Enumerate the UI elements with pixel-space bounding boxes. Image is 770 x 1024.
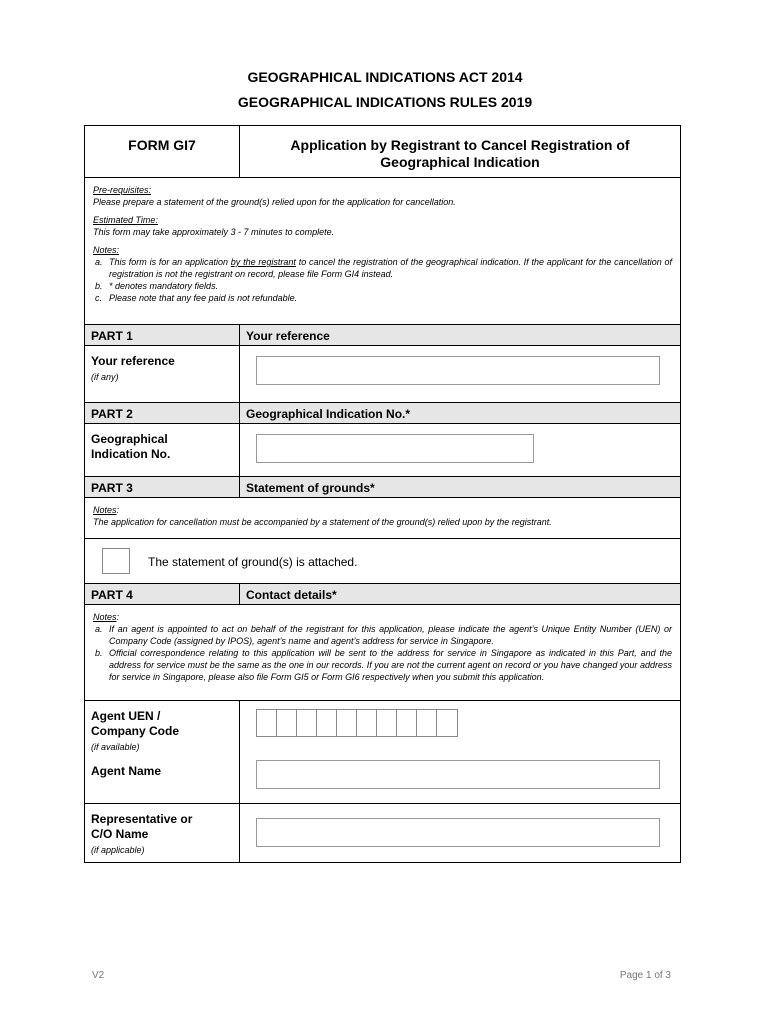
agent-uen-cell[interactable] — [417, 710, 437, 736]
form-title-row — [85, 126, 680, 178]
part2-gi-number-row — [85, 424, 680, 477]
agent-uen-cell[interactable] — [337, 710, 357, 736]
part3-title: Statement of grounds* — [246, 481, 375, 495]
form-title — [240, 126, 680, 177]
form-code: FORM GI7 — [85, 126, 240, 177]
prereq-label: Pre-requisites: — [93, 185, 152, 195]
agent-uen-cell[interactable] — [297, 710, 317, 736]
agent-uen-label-line2: Company Code — [91, 724, 180, 738]
part1-label: PART 1 — [85, 325, 240, 345]
part2-title: Geographical Indication No.* — [246, 407, 411, 421]
representative-row — [85, 804, 680, 862]
note-a: a. This form is for an application by the registrant to cancel the registration of the geographical indication. If the applicant for the cancellation of registration is not the registrant on record, please file Form GI4 instead. — [95, 257, 672, 279]
note-c: c. Please note that any fee paid is not refundable. — [95, 293, 298, 303]
part1-title: Your reference — [246, 329, 330, 343]
gi-number-label-line1: Geographical — [91, 432, 168, 446]
your-reference-label: Your reference — [91, 354, 175, 368]
part3-label: PART 3 — [85, 477, 240, 497]
representative-hint: (if applicable) — [91, 845, 145, 855]
part3-notes-text: The application for cancellation must be accompanied by a statement of the ground(s) relied upon by the registrant. — [93, 517, 552, 527]
gi-number-label-line2: Indication No. — [91, 447, 171, 461]
page-number: Page 1 of 3 — [619, 970, 671, 981]
part3-notes-label: Notes: — [93, 505, 120, 515]
form-title-line1: Application by Registrant to Cancel Registration of — [290, 137, 630, 153]
agent-uen-label-line1: Agent UEN / — [91, 709, 161, 723]
part1-reference-row — [85, 346, 680, 403]
representative-label-line2: C/O Name — [91, 827, 149, 841]
agent-uen-cell[interactable] — [357, 710, 377, 736]
part4-note-a: a. If an agent is appointed to act on behalf of the registrant for this application, please indicate the agent’s Unique Entity Number (UEN) or Company Code (assigned by IPOS), agent’s name and agent’s address for service in Singapore. — [95, 624, 672, 646]
your-reference-hint: (if any) — [91, 372, 119, 382]
part4-notes-label: Notes: — [93, 612, 120, 622]
note-b: b. * denotes mandatory fields. — [95, 281, 219, 291]
notes-label: Notes: — [93, 245, 120, 255]
part4-title: Contact details* — [246, 588, 337, 602]
rules-title: GEOGRAPHICAL INDICATIONS RULES 2019 — [237, 94, 533, 110]
statement-attached-row — [85, 539, 680, 584]
part2-label: PART 2 — [85, 403, 240, 423]
act-title: GEOGRAPHICAL INDICATIONS ACT 2014 — [247, 69, 523, 85]
agent-uen-cell[interactable] — [377, 710, 397, 736]
part2-header — [85, 403, 680, 424]
representative-label-line1: Representative or — [91, 812, 193, 826]
statement-attached-checkbox[interactable] — [102, 548, 130, 574]
form-title-line2: Geographical Indication — [380, 154, 540, 170]
statement-attached-label: The statement of ground(s) is attached. — [148, 555, 358, 569]
intro-section — [85, 178, 680, 325]
prereq-text: Please prepare a statement of the ground(s) relied upon for the application for cancellation. — [93, 197, 456, 207]
note-a-emphasis: by the registrant — [230, 257, 296, 267]
agent-uen-cell[interactable] — [277, 710, 297, 736]
time-label: Estimated Time: — [93, 215, 158, 225]
gi-number-input[interactable] — [256, 434, 534, 463]
part4-label: PART 4 — [85, 584, 240, 604]
part4-note-b: b. Official correspondence relating to this application will be sent to the address for service in Singapore as indicated in this Part, and the address for service must be the same as the one in our records. If you are not the current agent on record or you have changed your address for service in Singapore, please also file Form GI5 or Form GI6 respectively when you submit this application. — [95, 648, 672, 682]
your-reference-input[interactable] — [256, 356, 660, 385]
part4-header — [85, 584, 680, 605]
agent-name-input[interactable] — [256, 760, 660, 789]
time-text: This form may take approximately 3 - 7 minutes to complete. — [93, 227, 335, 237]
agent-uen-cell[interactable] — [437, 710, 457, 736]
agent-uen-hint: (if available) — [91, 742, 140, 752]
form-table — [84, 125, 681, 863]
agent-uen-input[interactable] — [256, 709, 458, 737]
representative-input[interactable] — [256, 818, 660, 847]
part3-notes — [85, 498, 680, 539]
agent-uen-cell[interactable] — [397, 710, 417, 736]
agent-row — [85, 701, 680, 804]
agent-uen-cell[interactable] — [317, 710, 337, 736]
part4-notes — [85, 605, 680, 701]
agent-name-label: Agent Name — [91, 764, 162, 778]
version-label: V2 — [92, 970, 105, 981]
part1-header — [85, 325, 680, 346]
part3-header — [85, 477, 680, 498]
agent-uen-cell[interactable] — [257, 710, 277, 736]
